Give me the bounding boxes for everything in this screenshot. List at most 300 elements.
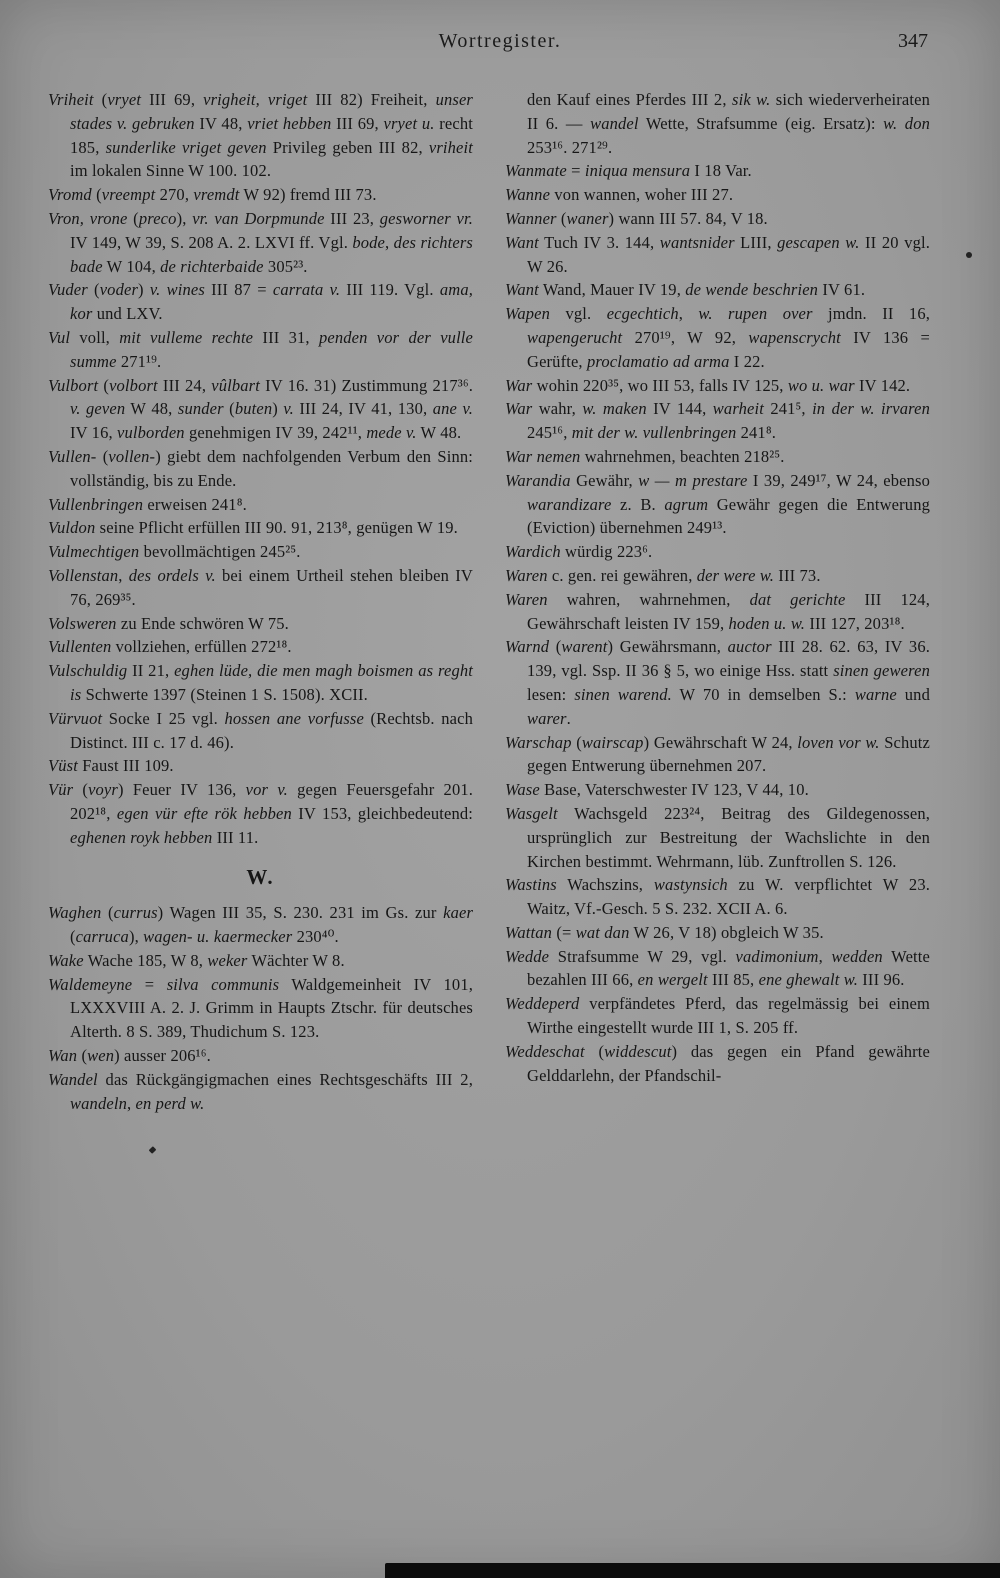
headword-or-old-term: buten [234,399,273,419]
section-heading: W. [246,864,275,889]
headword-or-old-term: sinen warend. [574,684,672,704]
register-entry [505,159,930,183]
gloss-text: vgl. [550,304,607,324]
headword-or-old-term: voyr [88,780,118,800]
register-entry [505,445,930,469]
register-entry [48,278,473,326]
register-entry [48,516,473,540]
headword-or-old-term: sik w. [732,90,771,109]
headword-or-old-term: w. maken [582,399,647,419]
scan-artifact-band [385,1563,1000,1578]
gloss-text: Wächter W 8. [247,950,345,970]
headword-or-old-term: volbort [109,375,158,395]
headword-or-old-term: des richters bade [70,232,473,276]
register-entry [505,992,930,1040]
gloss-text: 270¹⁹, W 92, [622,327,749,347]
gloss-text: III 127, 203¹⁸. [805,613,905,633]
headword-or-old-term: weker [207,950,248,970]
gloss-text: I 39, 249¹⁷, W 24, ebenso [747,470,930,490]
gloss-text: IV 149, W 39, S. 208 A. 2. LXVI ff. Vgl. [70,232,353,252]
gloss-text: das Rückgängigmachen eines Rechtsgeschäfts III 2, [97,1069,473,1089]
headword-or-old-term: Vullenbringen [48,494,144,514]
headword-or-old-term: mit der w. vullenbringen [571,423,737,443]
headword-or-old-term: auctor [727,637,772,657]
register-entry [48,754,473,778]
headword-or-old-term: ane v. [432,399,474,419]
gloss-text: (Rechtsb. nach Distinct. III c. 17 d. 46). [70,708,473,752]
headword-or-old-term: vadimonium [735,946,819,966]
headword-or-old-term: w — m prestare [638,470,748,490]
gloss-text: W 92) fremd III 73. [239,185,377,205]
gloss-text: W 48, [125,399,178,419]
gloss-text: ) [138,280,150,300]
gloss-text: I 22. [729,351,765,371]
gloss-text: IV 144, [646,399,713,419]
headword-or-old-term: unser stades v. gebruken [70,90,473,133]
headword-or-old-term: v. [283,399,294,419]
headword-or-old-term: Wedde [505,946,550,966]
gloss-text: verpfändetes Pferd, das regelmässig bei einem Wirthe eingestellt wurde III 1, S. 205 ff. [527,994,930,1038]
headword-or-old-term: vremdt [193,185,240,205]
headword-or-old-term: Waren [505,565,548,585]
headword-or-old-term: vriheit [428,137,473,157]
headword-or-old-term: Want [505,232,539,252]
gloss-text: , [385,232,394,252]
headword-or-old-term: v. wines [149,280,205,300]
headword-or-old-term: wat dan [575,922,630,942]
gloss-text: ( [98,375,110,395]
headword-or-old-term: Vron, vrone [48,208,128,228]
gloss-text: 305²³. [263,256,308,276]
register-entry [505,469,930,540]
register-entry [48,973,473,1044]
gloss-text: Wache 185, W 8, [83,950,208,970]
headword-or-old-term: carruca [75,927,129,947]
headword-or-old-term: Vollenstan [48,565,119,585]
headword-or-old-term: Vullenten [48,637,112,657]
gloss-text: ) Gewährsmann, [607,637,728,657]
gloss-text: III 87 = [204,280,273,300]
register-entry [48,207,473,278]
headword-or-old-term: de richterbaide [160,256,264,276]
gloss-text: III 119. Vgl. [340,280,440,300]
headword-or-old-term: Waghen [48,903,102,923]
headword-or-old-term: warandizare [527,494,612,514]
gloss-text: ( [77,1046,88,1066]
headword-or-old-term: ene ghewalt w. [758,970,858,990]
headword-or-old-term: Vür [48,780,74,800]
headword-or-old-term: Wanmate [505,161,567,181]
gloss-text: Strafsumme W 29, vgl. [549,946,736,966]
headword-or-old-term: Wasgelt [505,803,558,823]
headword-or-old-term: Warschap [505,732,572,752]
headword-or-old-term: der were w. [696,565,775,585]
headword-or-old-term: Wattan [505,922,553,942]
headword-or-old-term: mit vulleme rechte [119,327,254,347]
headword-or-old-term: sinen geweren [833,661,930,681]
register-entry [48,88,473,183]
gloss-text: Schwerte 1397 (Steinen 1 S. 1508). XCII. [81,684,368,704]
gloss-text: III 23, [324,208,380,228]
headword-or-old-term: in der w. irvaren [812,399,931,419]
gloss-text: , [126,1093,136,1113]
gloss-text: W 70 in demselben S.: [671,684,855,704]
headword-or-old-term: wairscap [581,732,644,752]
headword-or-old-term: wastynsich [653,875,728,895]
gloss-text: ) Feuer IV 136, [117,780,246,800]
headword-or-old-term: Wake [48,950,84,970]
register-entry [505,588,930,636]
gloss-text: vollziehen, erfüllen 272¹⁸. [111,637,292,657]
register-entry [505,945,930,993]
register-entry [505,278,930,302]
register-entry [48,540,473,564]
headword-or-old-term: gescapen w. [777,232,860,252]
gloss-text: wahrnehmen, beachten 218²⁵. [580,446,785,466]
gloss-text: ( [70,927,76,947]
gloss-text: bevollmächtigen 245²⁵. [139,542,301,562]
gloss-text: zu W. verpflichtet W 23. Waitz, Vf.-Gesch. 5 S. 232. XCII A. 6. [527,875,931,919]
register-entry [48,659,473,707]
headword-or-old-term: warne [854,684,897,704]
gloss-text: 245¹⁶, [527,423,572,443]
gloss-text: sich wiederverheiraten II 6. — [527,90,931,133]
headword-or-old-term: Want [505,280,539,300]
headword-or-old-term: bode [352,232,386,252]
register-entry-continuation [505,88,930,159]
headword-or-old-term: widdescut [604,1041,672,1061]
headword-or-old-term: Vürvuot [48,708,103,728]
gloss-text: Gewähr gegen die Entwerung (Eviction) übernehmen 249¹³. [527,494,930,538]
gloss-text: ( [223,399,235,419]
headword-or-old-term: agrum [664,494,709,514]
gloss-text: III 24, IV 41, 130, [293,399,433,419]
gloss-text: , [818,946,832,966]
gloss-text: jmdn. II 16, [812,304,930,324]
gloss-text: ) giebt dem nachfolgenden Verbum den Sinn: vollständig, bis zu Ende. [70,446,473,490]
headword-or-old-term: Wanner [505,208,557,228]
register-entry [48,949,473,973]
gloss-text: IV 153, gleichbedeutend: [291,803,473,823]
gloss-text: III 85, [707,970,759,990]
headword-or-old-term: Weddeperd [505,994,580,1014]
register-entry [48,1044,473,1068]
headword-or-old-term: Wastins [505,875,557,895]
headword-or-old-term: wapengerucht [527,327,623,347]
headword-or-old-term: hossen ane vorfusse [224,708,364,728]
gloss-text: ) das gegen ein Pfand gewährte Gelddarlehn, der Pfandschil- [527,1041,930,1085]
headword-or-old-term: vollen- [108,446,156,466]
gloss-text: III 11. [212,827,259,847]
gloss-text: 271¹⁹. [116,351,162,371]
gloss-text: und [896,684,930,704]
headword-or-old-term: Vulmechtigen [48,542,140,562]
headword-or-old-term: wo u. war [787,375,855,395]
gloss-text: III 69, [141,90,204,109]
gloss-text: ) wann III 57. 84, V 18. [608,208,768,228]
headword-or-old-term: Wandel [48,1069,98,1089]
register-entry [505,540,930,564]
headword-or-old-term: vor v. [245,780,288,800]
gloss-text: Wette bezahlen III 66, [527,946,930,990]
register-entry [505,921,930,945]
gloss-text: IV 142. [854,375,911,395]
gloss-text: 253¹⁶. 271²⁹. [527,137,613,157]
register-entry [505,778,930,802]
gloss-text: IV 48, [194,113,248,133]
headword-or-old-term: Vulbort [48,375,99,395]
register-entry [48,326,473,374]
gloss-text: LIII, [734,232,778,252]
gloss-text: 241⁸. [736,423,777,443]
gloss-text: W 26, V 18) obgleich W 35. [629,922,824,942]
headword-or-old-term: v. geven [70,399,126,419]
gloss-text: 270, [155,185,194,205]
gloss-text: III 28. 62. 63, IV 36. 139, vgl. Ssp. II 36 § 5, wo einige Hss. statt [527,637,930,681]
register-entry [48,183,473,207]
gloss-text: 241⁵, [763,399,813,419]
gloss-text: den Kauf eines Pferdes III 2, [527,90,733,109]
headword-or-old-term: silva communis [166,974,280,994]
gloss-text: recht 185, [70,113,473,157]
register-entry [505,397,930,445]
register-entry [48,635,473,659]
register-entry [505,374,930,398]
headword-or-old-term: en wergelt [637,970,708,990]
headword-or-old-term: egen vür efte rök hebben [116,803,292,823]
headword-or-old-term: Vromd [48,185,92,205]
headword-or-old-term: sunder [177,399,224,419]
gloss-text: ( [96,446,109,466]
gloss-text: ) Wagen III 35, S. 230. 231 im Gs. zur [157,903,444,923]
gloss-text: Schutz gegen Entwerung übernehmen 207. [527,732,931,776]
headword-or-old-term: waner [566,208,609,228]
gloss-text: bei einem Urtheil stehen bleiben IV 76, 269³⁵. [70,565,473,609]
right-column [505,88,930,1115]
gloss-text: ( [91,185,102,205]
scan-speck [966,252,972,258]
gloss-text: W 48. [416,423,462,443]
gloss-text: III 31, [253,327,319,347]
headword-or-old-term: preco [138,208,177,228]
headword-or-old-term: w. rupen over [698,304,813,324]
gloss-text: ( [127,208,139,228]
headword-or-old-term: wapenscrycht [748,327,841,347]
headword-or-old-term: carrata v. [272,280,341,300]
gloss-text: Faust III 109. [77,756,174,776]
headword-or-old-term: w. don [883,113,930,133]
headword-or-old-term: dat gerichte [749,589,846,609]
left-column [48,88,473,1115]
register-entry [48,445,473,493]
gloss-text: IV 61. [818,280,866,300]
gloss-text: Wette, Strafsumme (eig. Ersatz): [638,113,884,133]
page-number: 347 [898,30,928,52]
headword-or-old-term: Vullen- [48,446,97,466]
gloss-text: und LXV. [92,304,163,324]
register-entry [505,564,930,588]
gloss-text: genehmigen IV 39, 242¹¹, [184,423,367,443]
gloss-text: ( [73,780,89,800]
headword-or-old-term: sunderlike vriget geven [105,137,267,157]
register-entry [48,493,473,517]
gloss-text: I 18 Var. [690,161,752,181]
gloss-text: IV 16. 31) Zustimmung 217³⁶. [259,375,474,395]
gloss-text: II 21, [127,661,175,681]
gloss-text: ( [571,732,582,752]
gloss-text: , [678,304,699,324]
headword-or-old-term: vryet u. [383,113,435,133]
text-columns [48,88,930,1115]
gloss-text: ) ausser 206¹⁶. [114,1046,211,1066]
headword-or-old-term: proclamatio ad arma [587,351,730,371]
headword-or-old-term: en perd w. [135,1093,205,1113]
gloss-text: W 104, [102,256,161,276]
headword-or-old-term: vriet hebben [247,113,332,133]
headword-or-old-term: iniqua mensura [584,161,691,181]
headword-or-old-term: vryet [107,90,142,109]
register-entry [48,612,473,636]
gloss-text: c. gen. rei gewähren, [547,565,697,585]
gloss-text: voll, [70,327,120,347]
gloss-text: Socke I 25 vgl. [102,708,225,728]
headword-or-old-term: ecgechtich [606,304,679,324]
gloss-text: IV 16, [70,423,118,443]
register-entry [48,564,473,612]
register-entry [505,1040,930,1088]
gloss-text: ) Gewährschaft W 24, [643,732,798,752]
headword-or-old-term: Warnd [505,637,550,657]
headword-or-old-term: voder [99,280,139,300]
gloss-text: wohin 220³⁵, wo III 53, falls IV 125, [532,375,788,395]
headword-or-old-term: Wanne [505,185,551,205]
gloss-text: gegen Feuersgefahr 201. 202¹⁸, [70,780,474,823]
gloss-text: = [132,974,167,994]
headword-or-old-term: Warandia [505,470,571,490]
gloss-text: Wachsgeld 223²⁴, Beitrag des Gildegenossen, ursprünglich zur Bestreitung der Wachslichte in den Kirchen bestimmt. Wehrmann, lüb. Zunftrollen S. 126. [527,803,930,871]
gloss-text: im lokalen Sinne W 100. 102. [70,161,272,181]
gloss-text: III 124, Gewährschaft leisten IV 159, [527,589,930,633]
gloss-text: Wand, Mauer IV 19, [538,280,686,300]
headword-or-old-term: Vriheit [48,90,94,109]
gloss-text: . [566,708,571,728]
headword-or-old-term: gesworner vr. [379,208,473,228]
register-entry [505,873,930,921]
gloss-text: II 20 vgl. W 26. [527,232,931,276]
headword-or-old-term: Vuldon [48,518,96,538]
register-entry [505,207,930,231]
gloss-text: Gewähr, [570,470,639,490]
gloss-text: von wannen, woher III 27. [550,185,734,205]
headword-or-old-term: wagen- u. kaermecker [143,927,293,947]
headword-or-old-term: Vüst [48,756,78,776]
headword-or-old-term: Wapen [505,304,551,324]
headword-or-old-term: Weddeschat [505,1041,585,1061]
gloss-text: III 69, [331,113,384,133]
gloss-text: ), [128,927,144,947]
headword-or-old-term: Vuder [48,280,88,300]
headword-or-old-term: wen [87,1046,115,1066]
gloss-text: IV 136 = Gerüfte, [527,327,930,371]
gloss-text: Tuch IV 3. 144, [538,232,660,252]
headword-or-old-term: Volsweren [48,613,117,633]
headword-or-old-term: mede v. [366,423,417,443]
headword-or-old-term: de wende beschrien [685,280,819,300]
headword-or-old-term: warheit [712,399,764,419]
gloss-text: Privileg geben III 82, [266,137,429,157]
headword-or-old-term: vûlbart [211,375,260,395]
register-entry [48,374,473,445]
headword-or-old-term: currus [113,903,158,923]
register-entry [48,901,473,949]
headword-or-old-term: hoden u. w. [728,613,806,633]
page-title: Wortregister. [438,30,562,52]
gloss-text: ( [556,208,567,228]
gloss-text: ( [549,637,562,657]
gloss-text: seine Pflicht erfüllen III 90. 91, 213⁸, genügen W 19. [95,518,458,538]
gloss-text: ( [584,1041,605,1061]
headword-or-old-term: vrigheit, vriget [203,90,308,109]
headword-or-old-term: War nemen [505,446,581,466]
headword-or-old-term: Waren [505,589,548,609]
gloss-text: , [118,565,129,585]
headword-or-old-term: ama, kor [70,280,474,324]
register-entry [505,302,930,373]
gloss-text: III 73. [774,565,821,585]
gloss-text: z. B. [611,494,665,514]
headword-or-old-term: vulborden [117,423,185,443]
headword-or-old-term: Wan [48,1046,78,1066]
register-entry [505,802,930,873]
headword-or-old-term: War [505,399,533,419]
gloss-text: III 82) Freiheit, [307,90,436,109]
gloss-text: lesen: [527,684,575,704]
gloss-text: wahr, [532,399,583,419]
gloss-text: Base, Vaterschwester IV 123, V 44, 10. [539,780,809,800]
register-entry [48,778,473,849]
headword-or-old-term: warent [561,637,608,657]
headword-or-old-term: des ordels v. [128,565,216,585]
gloss-text: wahren, wahrnehmen, [547,589,750,609]
gloss-text: würdig 223⁶. [560,542,653,562]
gloss-text: Wachszins, [556,875,654,895]
headword-or-old-term: eghenen royk hebben [70,827,213,847]
headword-or-old-term: eghen lüde, die men magh boismen as reght is [70,661,473,704]
headword-or-old-term: War [505,375,533,395]
gloss-text: zu Ende schwören W 75. [116,613,289,633]
gloss-text: (= [552,922,576,942]
headword-or-old-term: vr. van Dorpmunde [192,208,325,228]
headword-or-old-term: Vulschuldig [48,661,128,681]
gloss-text: 230⁴⁰. [292,927,339,947]
headword-or-old-term: Waldemeyne [48,974,133,994]
headword-or-old-term: warer [527,708,567,728]
headword-or-old-term: wandeln [70,1093,127,1113]
register-entry [505,731,930,779]
headword-or-old-term: wedden [831,946,883,966]
headword-or-old-term: wandel [590,113,639,133]
headword-or-old-term: Vul [48,327,71,347]
page-header [0,30,1000,60]
gloss-text: III 96. [858,970,905,990]
headword-or-old-term: loven vor w. [797,732,880,752]
scan-speck [149,1146,157,1154]
register-entry [505,231,930,279]
headword-or-old-term: Wardich [505,542,561,562]
gloss-text: ) [272,399,284,419]
register-entry [505,635,930,730]
gloss-text: = [566,161,585,181]
